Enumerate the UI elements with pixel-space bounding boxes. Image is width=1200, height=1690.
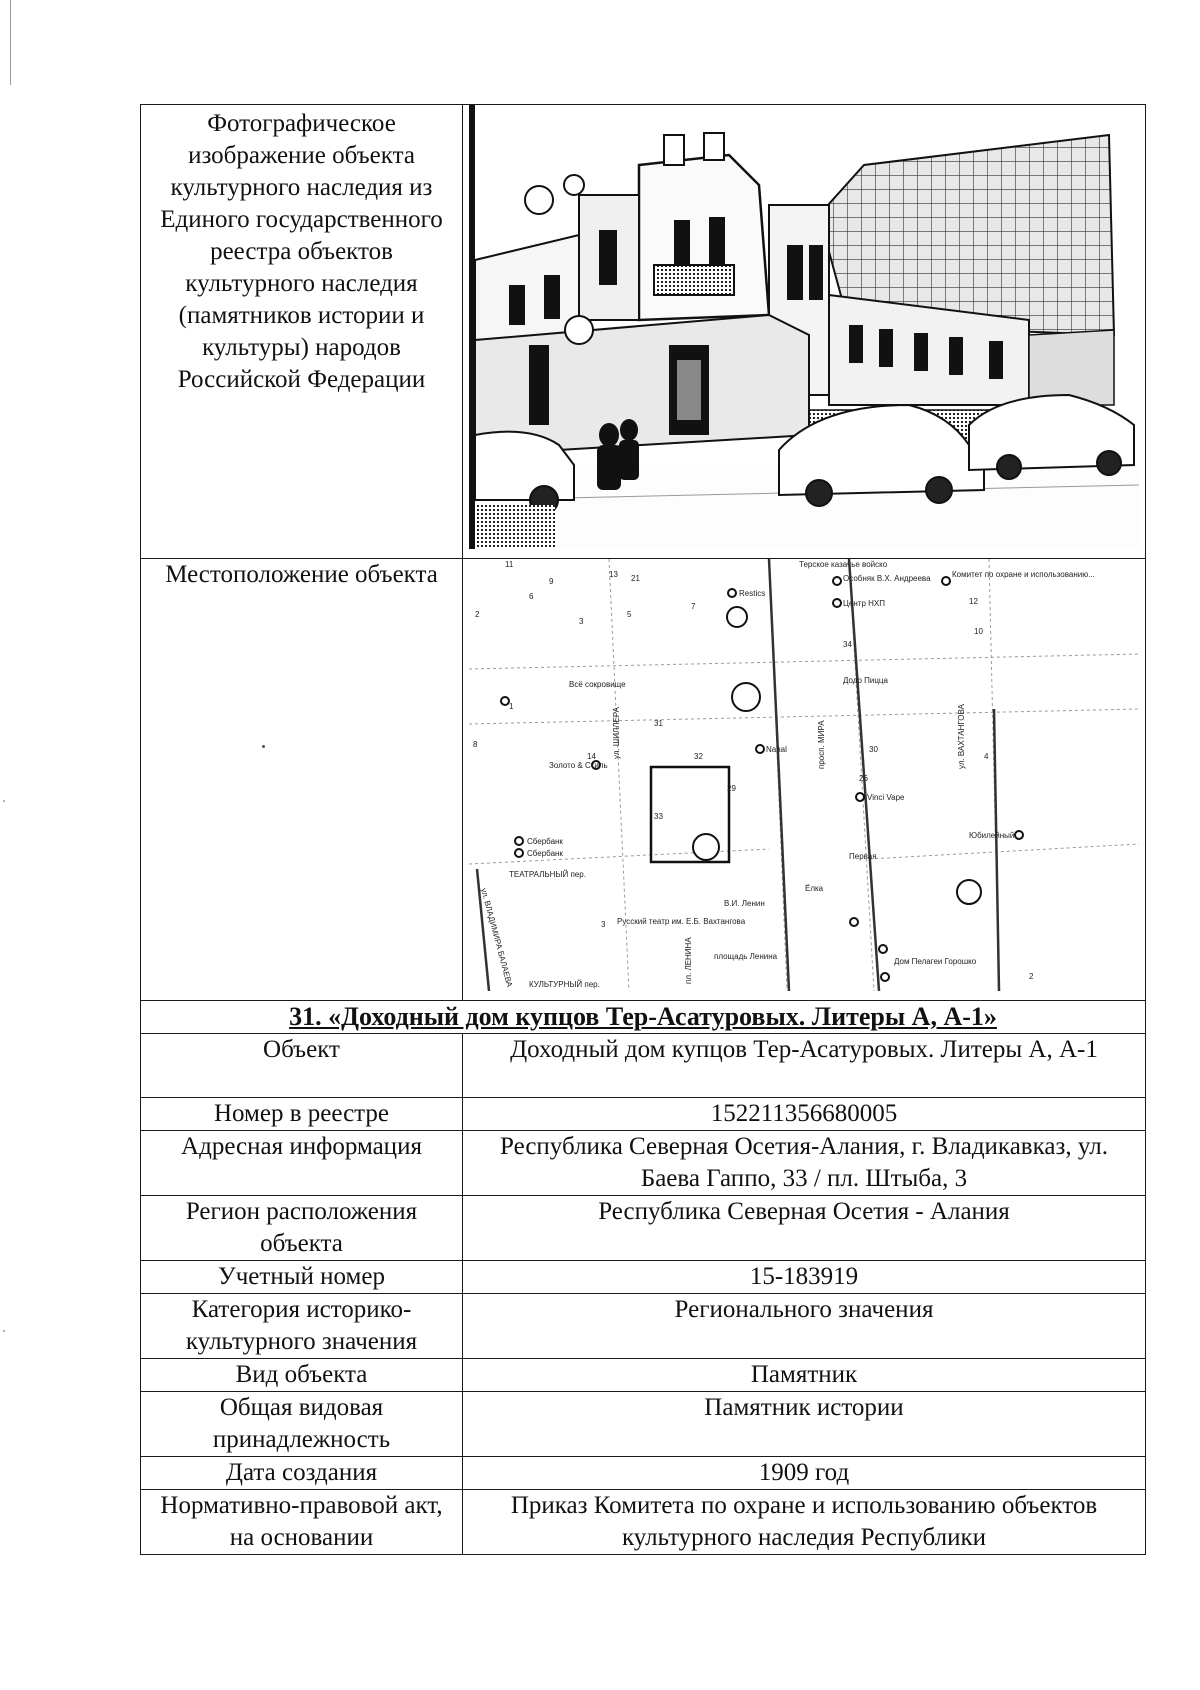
- row-label: Дата создания: [141, 1457, 463, 1490]
- row-label: Адресная информация: [141, 1131, 463, 1196]
- svg-text:11: 11: [505, 560, 514, 569]
- svg-text:14: 14: [587, 752, 596, 761]
- svg-text:29: 29: [727, 784, 736, 793]
- svg-text:4: 4: [984, 752, 989, 761]
- table-row: [141, 1457, 1146, 1490]
- scan-speck: [3, 800, 5, 802]
- table-row: [141, 1294, 1146, 1359]
- svg-text:10: 10: [974, 627, 983, 636]
- map-label-shillera: ул. ШИЛЛЕРА: [612, 707, 621, 759]
- svg-text:7: 7: [691, 602, 696, 611]
- table-row: [141, 1392, 1146, 1457]
- map-label-nahal: Nahal: [766, 745, 787, 754]
- heritage-object-table: [140, 104, 1146, 1555]
- svg-text:26: 26: [859, 774, 868, 783]
- map-label-terskoe: Терское казачье войско: [799, 560, 888, 569]
- map-label-restics: Restics: [739, 589, 766, 598]
- row-value: Памятник истории: [463, 1392, 1146, 1457]
- svg-text:30: 30: [869, 745, 878, 754]
- map-label-lenina-st: пл. ЛЕНИНА: [684, 937, 693, 984]
- row-label: Учетный номер: [141, 1261, 463, 1294]
- object-heading: [141, 1001, 1146, 1034]
- map-label-vakhtangova: ул. ВАХТАНГОВА: [957, 704, 966, 769]
- object-photo: [469, 105, 1139, 549]
- map-label-dom-pelageii: Дом Пелагеи Горошко: [894, 957, 977, 966]
- row-value: Регионального значения: [463, 1294, 1146, 1359]
- row-label: Общая видовая принадлежность: [141, 1392, 463, 1457]
- row-value: Приказ Комитета по охране и использованию объектов культурного наследия Республики: [463, 1490, 1146, 1555]
- map-label-kulturny: КУЛЬТУРНЫЙ пер.: [529, 980, 600, 989]
- map-label-teatralny: ТЕАТРАЛЬНЫЙ пер.: [509, 870, 586, 879]
- map-label-sberbank2: Сбербанк: [527, 849, 563, 858]
- photo-row: [141, 105, 1146, 559]
- map-label-lenin-pam: В.И. Ленин: [724, 899, 765, 908]
- svg-text:34: 34: [843, 640, 852, 649]
- svg-text:31: 31: [654, 719, 663, 728]
- svg-text:13: 13: [609, 570, 618, 579]
- table-row: [141, 1034, 1146, 1098]
- row-label: Нормативно-правовой акт, на основании: [141, 1490, 463, 1555]
- row-label: Категория историко-культурного значения: [141, 1294, 463, 1359]
- row-label: Вид объекта: [141, 1359, 463, 1392]
- svg-text:2: 2: [1029, 972, 1034, 981]
- map-label-sberbank1: Сбербанк: [527, 837, 563, 846]
- row-value: Республика Северная Осетия - Алания: [463, 1196, 1146, 1261]
- svg-text:8: 8: [473, 740, 478, 749]
- object-heading-row: [141, 1001, 1146, 1034]
- row-value: 1909 год: [463, 1457, 1146, 1490]
- row-value: Доходный дом купцов Тер-Асатуровых. Литеры А, А-1: [463, 1034, 1146, 1098]
- scan-speck: [3, 1330, 5, 1332]
- svg-text:3: 3: [579, 617, 584, 626]
- row-value: Республика Северная Осетия-Алания, г. Владикавказ, ул. Баева Гаппо, 33 / пл. Штыба, 3: [463, 1131, 1146, 1196]
- table-row: [141, 1261, 1146, 1294]
- svg-text:12: 12: [969, 597, 978, 606]
- svg-text:5: 5: [627, 610, 632, 619]
- location-map-cell: [463, 559, 1146, 1001]
- object-photo-cell: [463, 105, 1146, 559]
- scan-edge-mark: [10, 0, 11, 85]
- location-map: [469, 559, 1139, 991]
- table-row: [141, 1490, 1146, 1555]
- row-value: Памятник: [463, 1359, 1146, 1392]
- map-label-komitet: Комитет по охране и использованию...: [952, 570, 1095, 579]
- map-label-yubileyny: Юбилейный: [969, 831, 1015, 840]
- photo-label: Фотографическое изображение объекта культурного наследия из Единого государственного реестра объектов культурного наследия (памятников истории и культуры) народов Российской Федерации: [141, 105, 463, 559]
- map-label-vsyo: Всё сокровище: [569, 680, 626, 689]
- svg-text:3: 3: [601, 920, 606, 929]
- svg-text:32: 32: [694, 752, 703, 761]
- map-label-ploshchad: площадь Ленина: [714, 952, 778, 961]
- map-label-zoloto: Золото & Стиль: [549, 761, 608, 770]
- map-label-balaeva: ул. ВЛАДИМИРА БАЛАЕВА: [479, 887, 515, 988]
- map-label-teatr: Русский театр им. Е.Б. Вахтангова: [617, 917, 746, 926]
- location-label: Местоположение объекта: [141, 559, 463, 1001]
- row-value: 15-183919: [463, 1261, 1146, 1294]
- table-row: [141, 1131, 1146, 1196]
- svg-text:6: 6: [529, 592, 534, 601]
- svg-text:21: 21: [631, 574, 640, 583]
- svg-text:2: 2: [475, 610, 480, 619]
- svg-text:9: 9: [549, 577, 554, 586]
- object-heading-text: 31. «Доходный дом купцов Тер-Асатуровых. Литеры А, А-1»: [289, 1002, 997, 1031]
- map-label-mira: просп. МИРА: [817, 720, 826, 769]
- location-row: [141, 559, 1146, 1001]
- row-label: Регион расположения объекта: [141, 1196, 463, 1261]
- map-label-vinci: Vinci Vape: [867, 793, 905, 802]
- map-label-pervaya: Первая: [849, 852, 877, 861]
- map-label-osobnyak: Особняк В.Х. Андреева: [843, 574, 931, 583]
- table-row: [141, 1359, 1146, 1392]
- map-label-tsentr: Центр НХП: [843, 599, 885, 608]
- table-row: [141, 1098, 1146, 1131]
- row-label: Объект: [141, 1034, 463, 1098]
- map-label-yolka: Ёлка: [805, 884, 824, 893]
- row-label: Номер в реестре: [141, 1098, 463, 1131]
- row-value: 152211356680005: [463, 1098, 1146, 1131]
- svg-text:1: 1: [509, 702, 514, 711]
- svg-text:33: 33: [654, 812, 663, 821]
- table-row: [141, 1196, 1146, 1261]
- map-label-dodo: Додо Пицца: [843, 676, 888, 685]
